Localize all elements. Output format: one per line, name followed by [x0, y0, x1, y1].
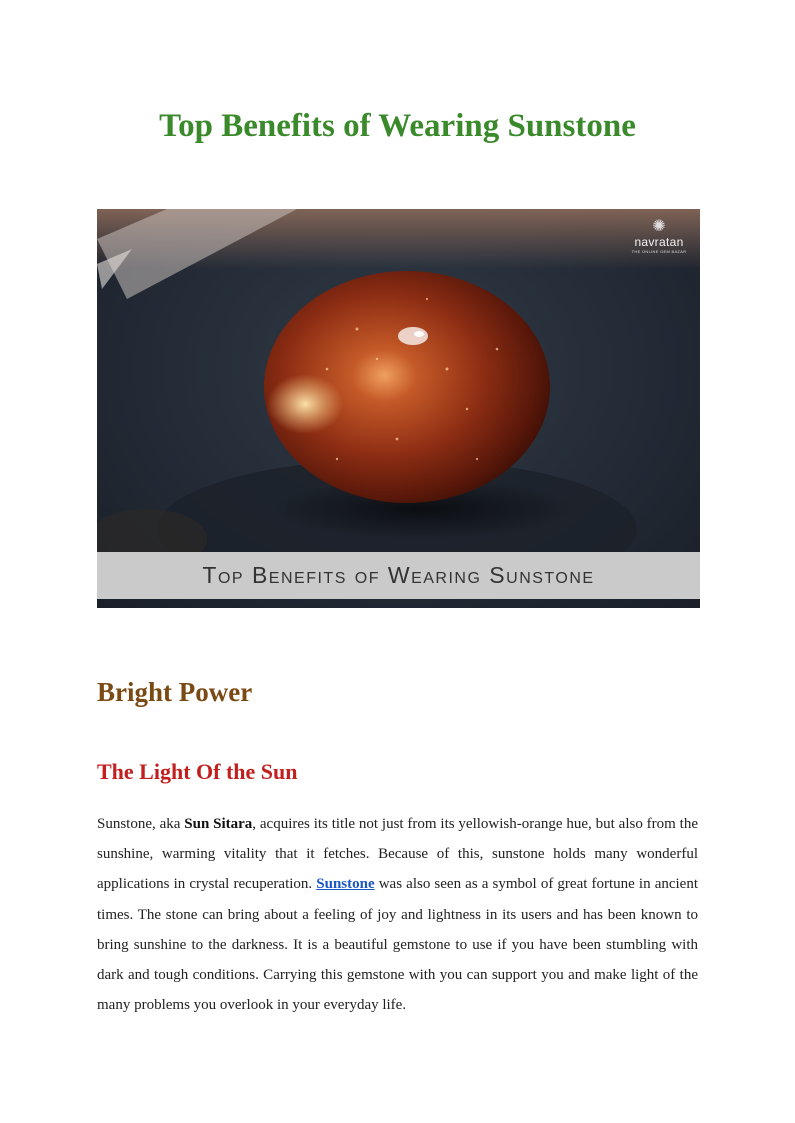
image-banner [97, 552, 700, 599]
body-paragraph [97, 809, 698, 1020]
banner-text: Top Benefits of Wearing Sunstone [202, 562, 595, 588]
section-subheading: The Light Of the Sun [97, 759, 298, 784]
para-text-3: was also seen as a symbol of great fortune in ancient times. The stone can bring about a feeling of joy and lightness in its users and has been known to bring sunshine to the darkness. It is a beautiful gemstone to use if you have been stumbling with dark and tough conditions. Carrying this gemstone with you can support you and make light of the many problems you overlook in your everyday life. [97, 876, 699, 1014]
sunstone-illustration [97, 209, 700, 608]
para-text-2: , acquires its title not just from its yellowish-orange hue, but also from the sunshine, warming vitality that it fetches. Because of this, sunstone holds many wonderful applications in crystal recuperation. [97, 816, 698, 893]
hero-image [97, 209, 700, 608]
flower-icon: ✺ [652, 218, 666, 235]
logo-tagline: THE ONLINE GEM BAZAR [631, 249, 687, 254]
page-title: Top Benefits of Wearing Sunstone [159, 108, 636, 144]
logo-name: navratan [634, 235, 684, 249]
para-text-1: Sunstone, aka [97, 816, 185, 832]
section-heading: Bright Power [97, 677, 253, 707]
navratan-logo [624, 219, 694, 254]
sun-sitara-bold: Sun Sitara [184, 816, 253, 832]
sunstone-link[interactable]: Sunstone [316, 876, 375, 893]
